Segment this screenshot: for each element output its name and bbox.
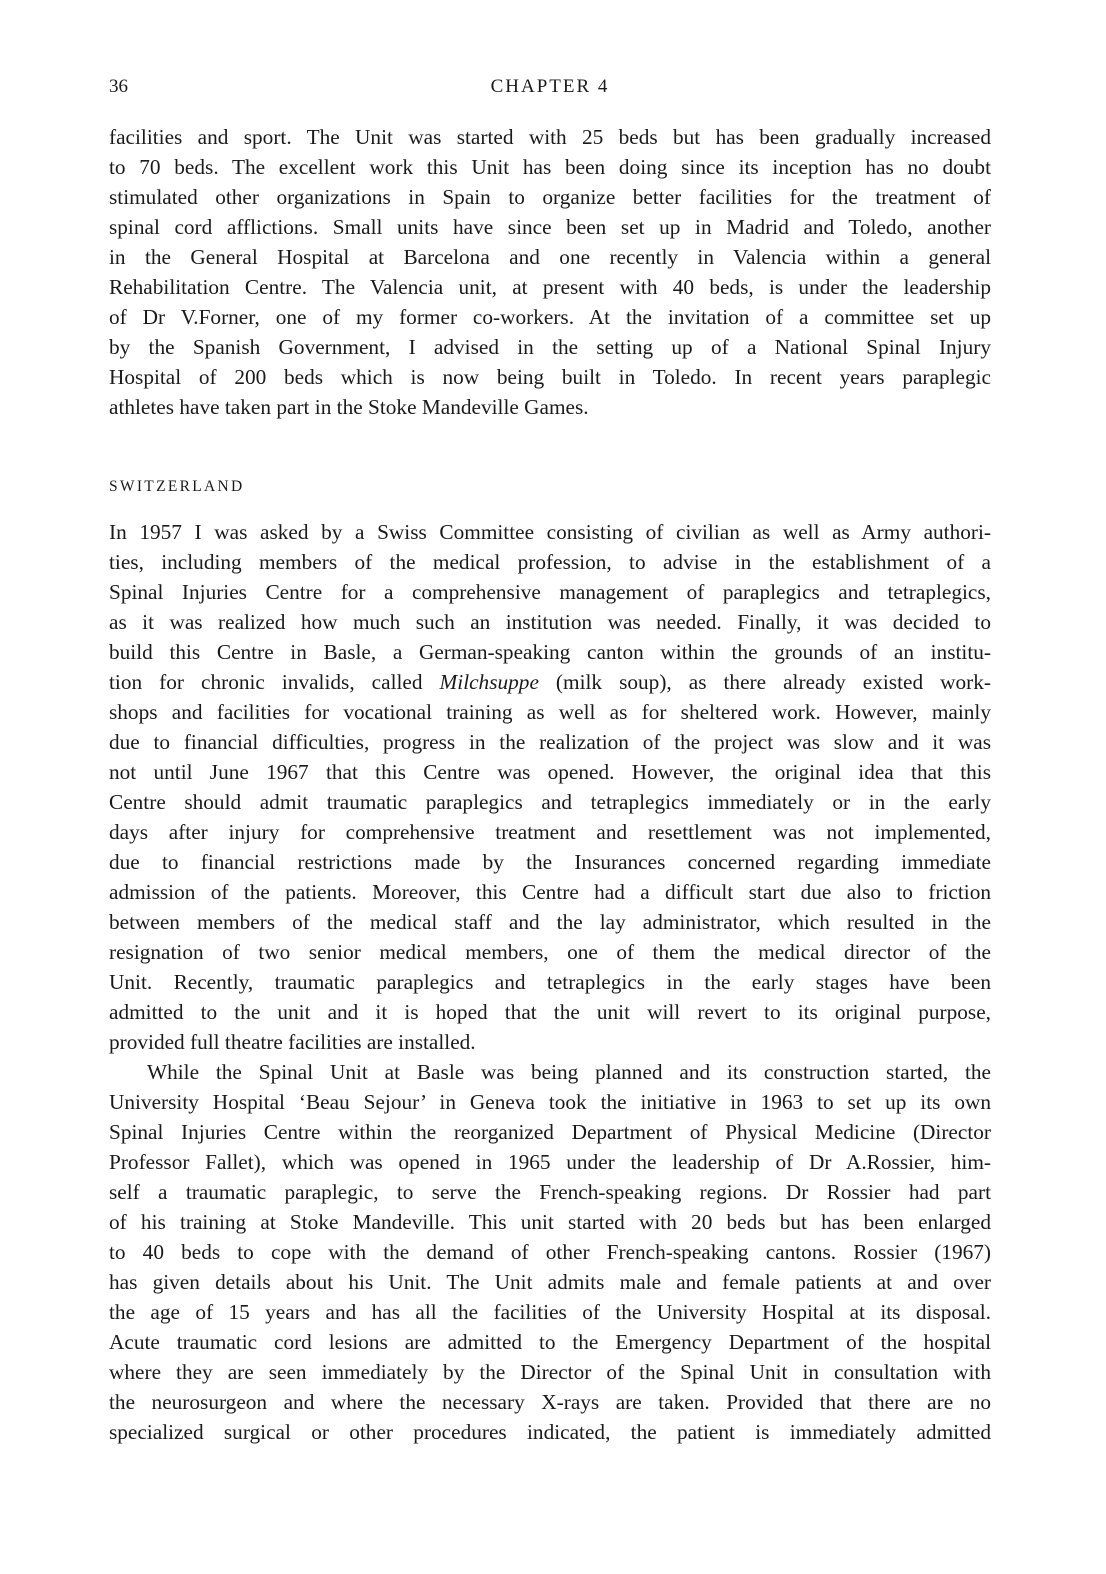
text-line: athletes have taken part in the Stoke Mandeville Games. [109,395,589,419]
book-page [109,72,991,1447]
text-line: due to financial difficulties, progress in the realization of the project was slow and it was [109,730,991,754]
text-line: Unit. Recently, traumatic paraplegics and tetraplegics in the early stages have been [109,970,991,994]
text-line: tion for chronic invalids, called Milchsuppe (milk soup), as there already existed work- [109,670,991,694]
text-line: In 1957 I was asked by a Swiss Committee consisting of civilian as well as Army authori- [109,520,991,544]
text-line: of Dr V.Forner, one of my former co-workers. At the invitation of a committee set up [109,305,991,329]
text-line: Centre should admit traumatic paraplegics and tetraplegics immediately or in the early [109,790,991,814]
text-line: to 70 beds. The excellent work this Unit has been doing since its inception has no doubt [109,155,991,179]
text-line: due to financial restrictions made by the Insurances concerned regarding immediate [109,850,991,874]
text-line: admission of the patients. Moreover, this Centre had a difficult start due also to friction [109,880,991,904]
text-line: to 40 beds to cope with the demand of other French-speaking cantons. Rossier (1967) [109,1240,991,1264]
paragraph-basle [109,517,991,1057]
text-line: build this Centre in Basle, a German-speaking canton within the grounds of an institu- [109,640,991,664]
text-line: where they are seen immediately by the Director of the Spinal Unit in consultation with [109,1360,991,1384]
text-line: University Hospital ‘Beau Sejour’ in Geneva took the initiative in 1963 to set up its own [109,1090,991,1114]
text-line: Hospital of 200 beds which is now being built in Toledo. In recent years paraplegic [109,365,991,389]
paragraph-geneva [109,1057,991,1447]
running-head [109,72,991,104]
text-line: shops and facilities for vocational training as well as for sheltered work. However, mainly [109,700,991,724]
text-line: of his training at Stoke Mandeville. This unit started with 20 beds but has been enlarged [109,1210,991,1234]
text-line: ties, including members of the medical profession, to advise in the establishment of a [109,550,991,574]
text-line: the neurosurgeon and where the necessary X-rays are taken. Provided that there are no [109,1390,991,1414]
text-line: Professor Fallet), which was opened in 1965 under the leadership of Dr A.Rossier, him- [109,1150,991,1174]
text-line: has given details about his Unit. The Unit admits male and female patients at and over [109,1270,991,1294]
text-line: facilities and sport. The Unit was started with 25 beds but has been gradually increased [109,125,991,149]
text-line: days after injury for comprehensive treatment and resettlement was not implemented, [109,820,991,844]
text-line: self a traumatic paraplegic, to serve the French-speaking regions. Dr Rossier had part [109,1180,991,1204]
text-line: admitted to the unit and it is hoped that the unit will revert to its original purpose, [109,1000,991,1024]
section-heading-switzerland: SWITZERLAND [109,478,245,495]
page-number: 36 [109,76,128,97]
text-line: Rehabilitation Centre. The Valencia unit, at present with 40 beds, is under the leadership [109,275,991,299]
text-line: stimulated other organizations in Spain to organize better facilities for the treatment of [109,185,991,209]
text-line: spinal cord afflictions. Small units have since been set up in Madrid and Toledo, another [109,215,991,239]
text-line: Acute traumatic cord lesions are admitted to the Emergency Department of the hospital [109,1330,991,1354]
chapter-title: CHAPTER 4 [490,76,610,97]
text-line: Spinal Injuries Centre within the reorganized Department of Physical Medicine (Director [109,1120,991,1144]
text-line: as it was realized how much such an institution was needed. Finally, it was decided to [109,610,991,634]
paragraph-spain-continuation [109,122,991,422]
switzerland-section-body [109,517,991,1447]
spain-section-continuation [109,122,991,422]
text-line: in the General Hospital at Barcelona and one recently in Valencia within a general [109,245,991,269]
italic-term: Milchsuppe [439,670,539,694]
text-line: by the Spanish Government, I advised in the setting up of a National Spinal Injury [109,335,991,359]
text-line: Spinal Injuries Centre for a comprehensive management of paraplegics and tetraplegics, [109,580,991,604]
text-line: specialized surgical or other procedures indicated, the patient is immediately admitted [109,1420,991,1444]
text-line: While the Spinal Unit at Basle was being planned and its construction started, the [147,1060,991,1084]
text-line: resignation of two senior medical members, one of them the medical director of the [109,940,991,964]
text-line: not until June 1967 that this Centre was opened. However, the original idea that this [109,760,991,784]
text-line: the age of 15 years and has all the facilities of the University Hospital at its disposal. [109,1300,991,1324]
text-line: provided full theatre facilities are installed. [109,1030,476,1054]
text-line: between members of the medical staff and the lay administrator, which resulted in the [109,910,991,934]
